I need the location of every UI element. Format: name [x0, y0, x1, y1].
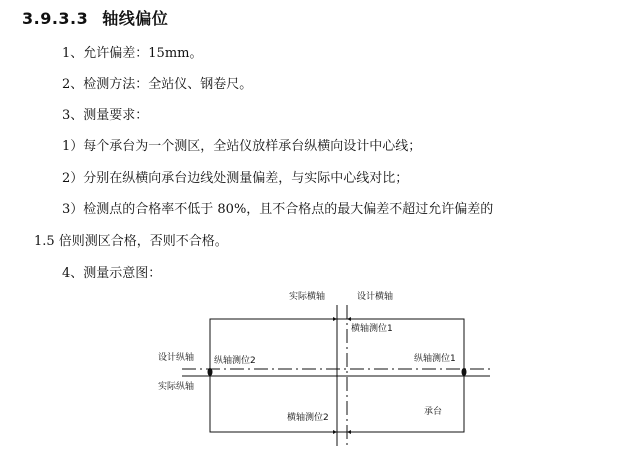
allowed-deviation-text: 1、允许偏差：15mm。: [62, 46, 203, 61]
pile-cap-label: 承台: [424, 407, 443, 417]
design-longitudinal-axis-label: 设计纵轴: [158, 353, 195, 363]
arrow-marker: [347, 317, 351, 321]
requirement-3-line-2: 1.5 倍则测区合格，否则不合格。: [34, 234, 228, 249]
longitudinal-point-1-label: 纵轴测位1: [414, 354, 456, 364]
actual-transverse-axis-label: 实际横轴: [289, 292, 326, 302]
requirement-1: 1）每个承台为一个测区，全站仪放样承台纵横向设计中心线；: [62, 139, 422, 154]
section-number: 3.9.3.3: [22, 9, 89, 28]
transverse-point-2-label: 横轴测位2: [287, 413, 329, 423]
arrow-marker: [333, 430, 337, 434]
actual-longitudinal-axis-label: 实际纵轴: [158, 382, 195, 392]
arrow-marker: [333, 317, 337, 321]
requirements-title: 3、测量要求：: [62, 108, 149, 123]
transverse-point-1-label: 横轴测位1: [351, 324, 393, 334]
requirement-2: 2）分别在纵横向承台边线处测量偏差，与实际中心线对比；: [62, 171, 409, 186]
section-title: 轴线偏位: [102, 9, 169, 28]
design-transverse-axis-label: 设计横轴: [357, 292, 394, 302]
arrow-marker: [347, 430, 351, 434]
longitudinal-point-2-label: 纵轴测位2: [214, 356, 256, 366]
longitudinal-point-1-marker: [462, 368, 467, 376]
requirement-3-line-1: 3）检测点的合格率不低于 80%，且不合格点的最大偏差不超过允许偏差的: [62, 202, 494, 217]
diagram-title: 4、测量示意图：: [62, 266, 162, 281]
longitudinal-point-2-marker: [208, 368, 213, 376]
method-text: 2、检测方法：全站仪、钢卷尺。: [62, 77, 253, 92]
